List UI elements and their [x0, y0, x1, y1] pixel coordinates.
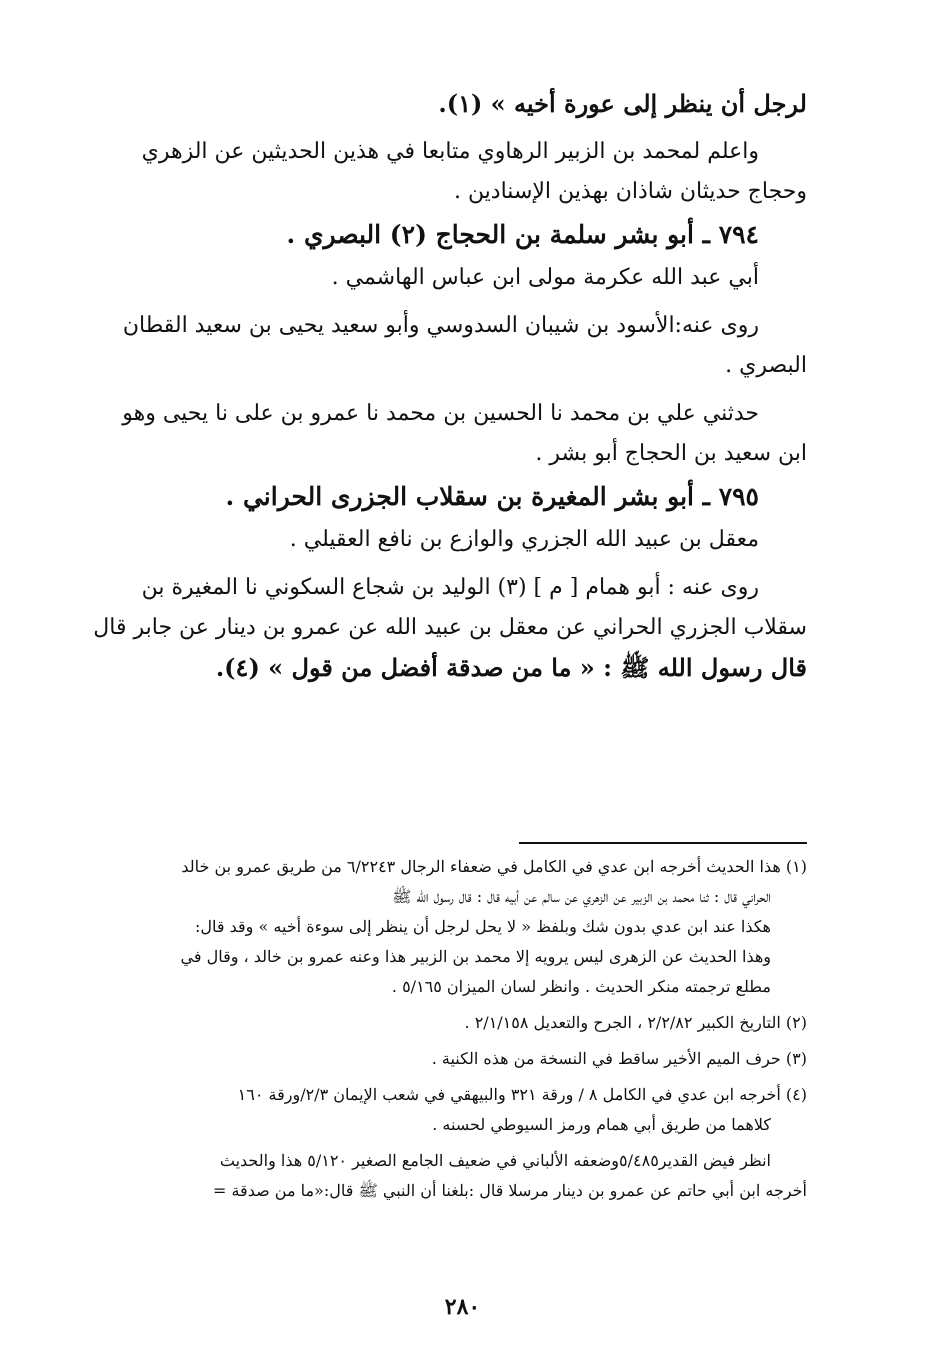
footnote-line: وهذا الحديث عن الزهرى ليس يرويه إلا محمد بن الزبير هذا وعنه عمرو بن خالد ، وقال في	[180, 947, 771, 966]
text-line: ابن سعيد بن الحجاج أبو بشر .	[535, 441, 807, 466]
footnote-line: أخرجه ابن أبي حاتم عن عمرو بن دينار مرسلا قال :بلغنا أن النبي ﷺ قال:«ما من صدقة =	[212, 1181, 807, 1200]
text-line: حدثني علي بن محمد نا الحسين بن محمد نا عمرو بن على نا يحيى وهو	[122, 401, 759, 426]
text-line: روى عنه:الأسود بن شيبان السدوسي وأبو سعيد يحيى بن سعيد القطان	[122, 313, 759, 338]
text-line: أبي عبد الله عكرمة مولى ابن عباس الهاشمي .	[331, 265, 759, 290]
text-line: البصري .	[725, 353, 807, 378]
entry-heading-795: ٧٩٥ ـ أبو بشر المغيرة بن سقلاب الجزرى الحراني .	[225, 482, 759, 511]
text-line: وحجاج حديثان شاذان بهذين الإسنادين .	[453, 179, 807, 204]
text-line: قال رسول الله ﷺ : « ما من صدقة أفضل من قول » (٤).	[215, 653, 807, 682]
footnote-line: هكذا عند ابن عدي بدون شك وبلفظ « لا يحل لرجل أن ينظر إلى سوءة أخيه » وقد قال:	[195, 917, 771, 936]
entry-heading-794: ٧٩٤ ـ أبو بشر سلمة بن الحجاج (٢) البصري .	[286, 220, 759, 249]
text-line: معقل بن عبيد الله الجزري والوازع بن نافع العقيلي .	[289, 527, 759, 552]
footnote-line: مطلع ترجمته منكر الحديث . وانظر لسان الميزان ٥/١٦٥ .	[391, 977, 771, 996]
footnote-line: الحراني قال : ثنا محمد بن الزبير عن الزهري عن سالم عن أبيه قال : قال رسول الله ﷺ	[392, 887, 771, 906]
footnote-line: (٤) أخرجه ابن عدي في الكامل ٨ / ورقة ٣٢١ والبيهقي في شعب الإيمان ٢/٣/ورقة ١٦٠	[237, 1085, 807, 1104]
footnotes	[58, 852, 807, 1206]
text-line: سقلاب الجزري الحراني عن معقل بن عبيد الله عن عمرو بن دينار عن جابر قال	[93, 615, 807, 640]
footnote-line: انظر فيض القدير٥/٤٨٥وضعفه الألباني في ضعيف الجامع الصغير ٥/١٢٠ هذا والحديث	[219, 1151, 771, 1170]
footnote-line: (١) هذا الحديث أخرجه ابن عدي في الكامل في ضعفاء الرجال ٦/٢٢٤٣ من طريق عمرو بن خالد	[181, 857, 807, 876]
footnote-line: كلاهما من طريق أبي همام ورمز السيوطي لحسنه .	[432, 1115, 771, 1134]
footnote-line: (٢) التاريخ الكبير ٢/٢/٨٢ ، الجرح والتعديل ٢/١/١٥٨ .	[464, 1013, 807, 1032]
main-text	[58, 84, 807, 688]
footnote-line: (٣) حرف الميم الأخير ساقط في النسخة من هذه الكنية .	[431, 1049, 807, 1068]
text-line: واعلم لمحمد بن الزبير الرهاوي متابعا في هذين الحديثين عن الزهري	[141, 139, 759, 164]
text-line: روى عنه : أبو همام [ م ] (٣) الوليد بن شجاع السكوني نا المغيرة بن	[141, 575, 759, 600]
page-number: ٢٨٠	[444, 1294, 481, 1320]
footnote-divider	[519, 842, 807, 844]
text-line: لرجل أن ينظر إلى عورة أخيه » (١).	[438, 89, 807, 118]
